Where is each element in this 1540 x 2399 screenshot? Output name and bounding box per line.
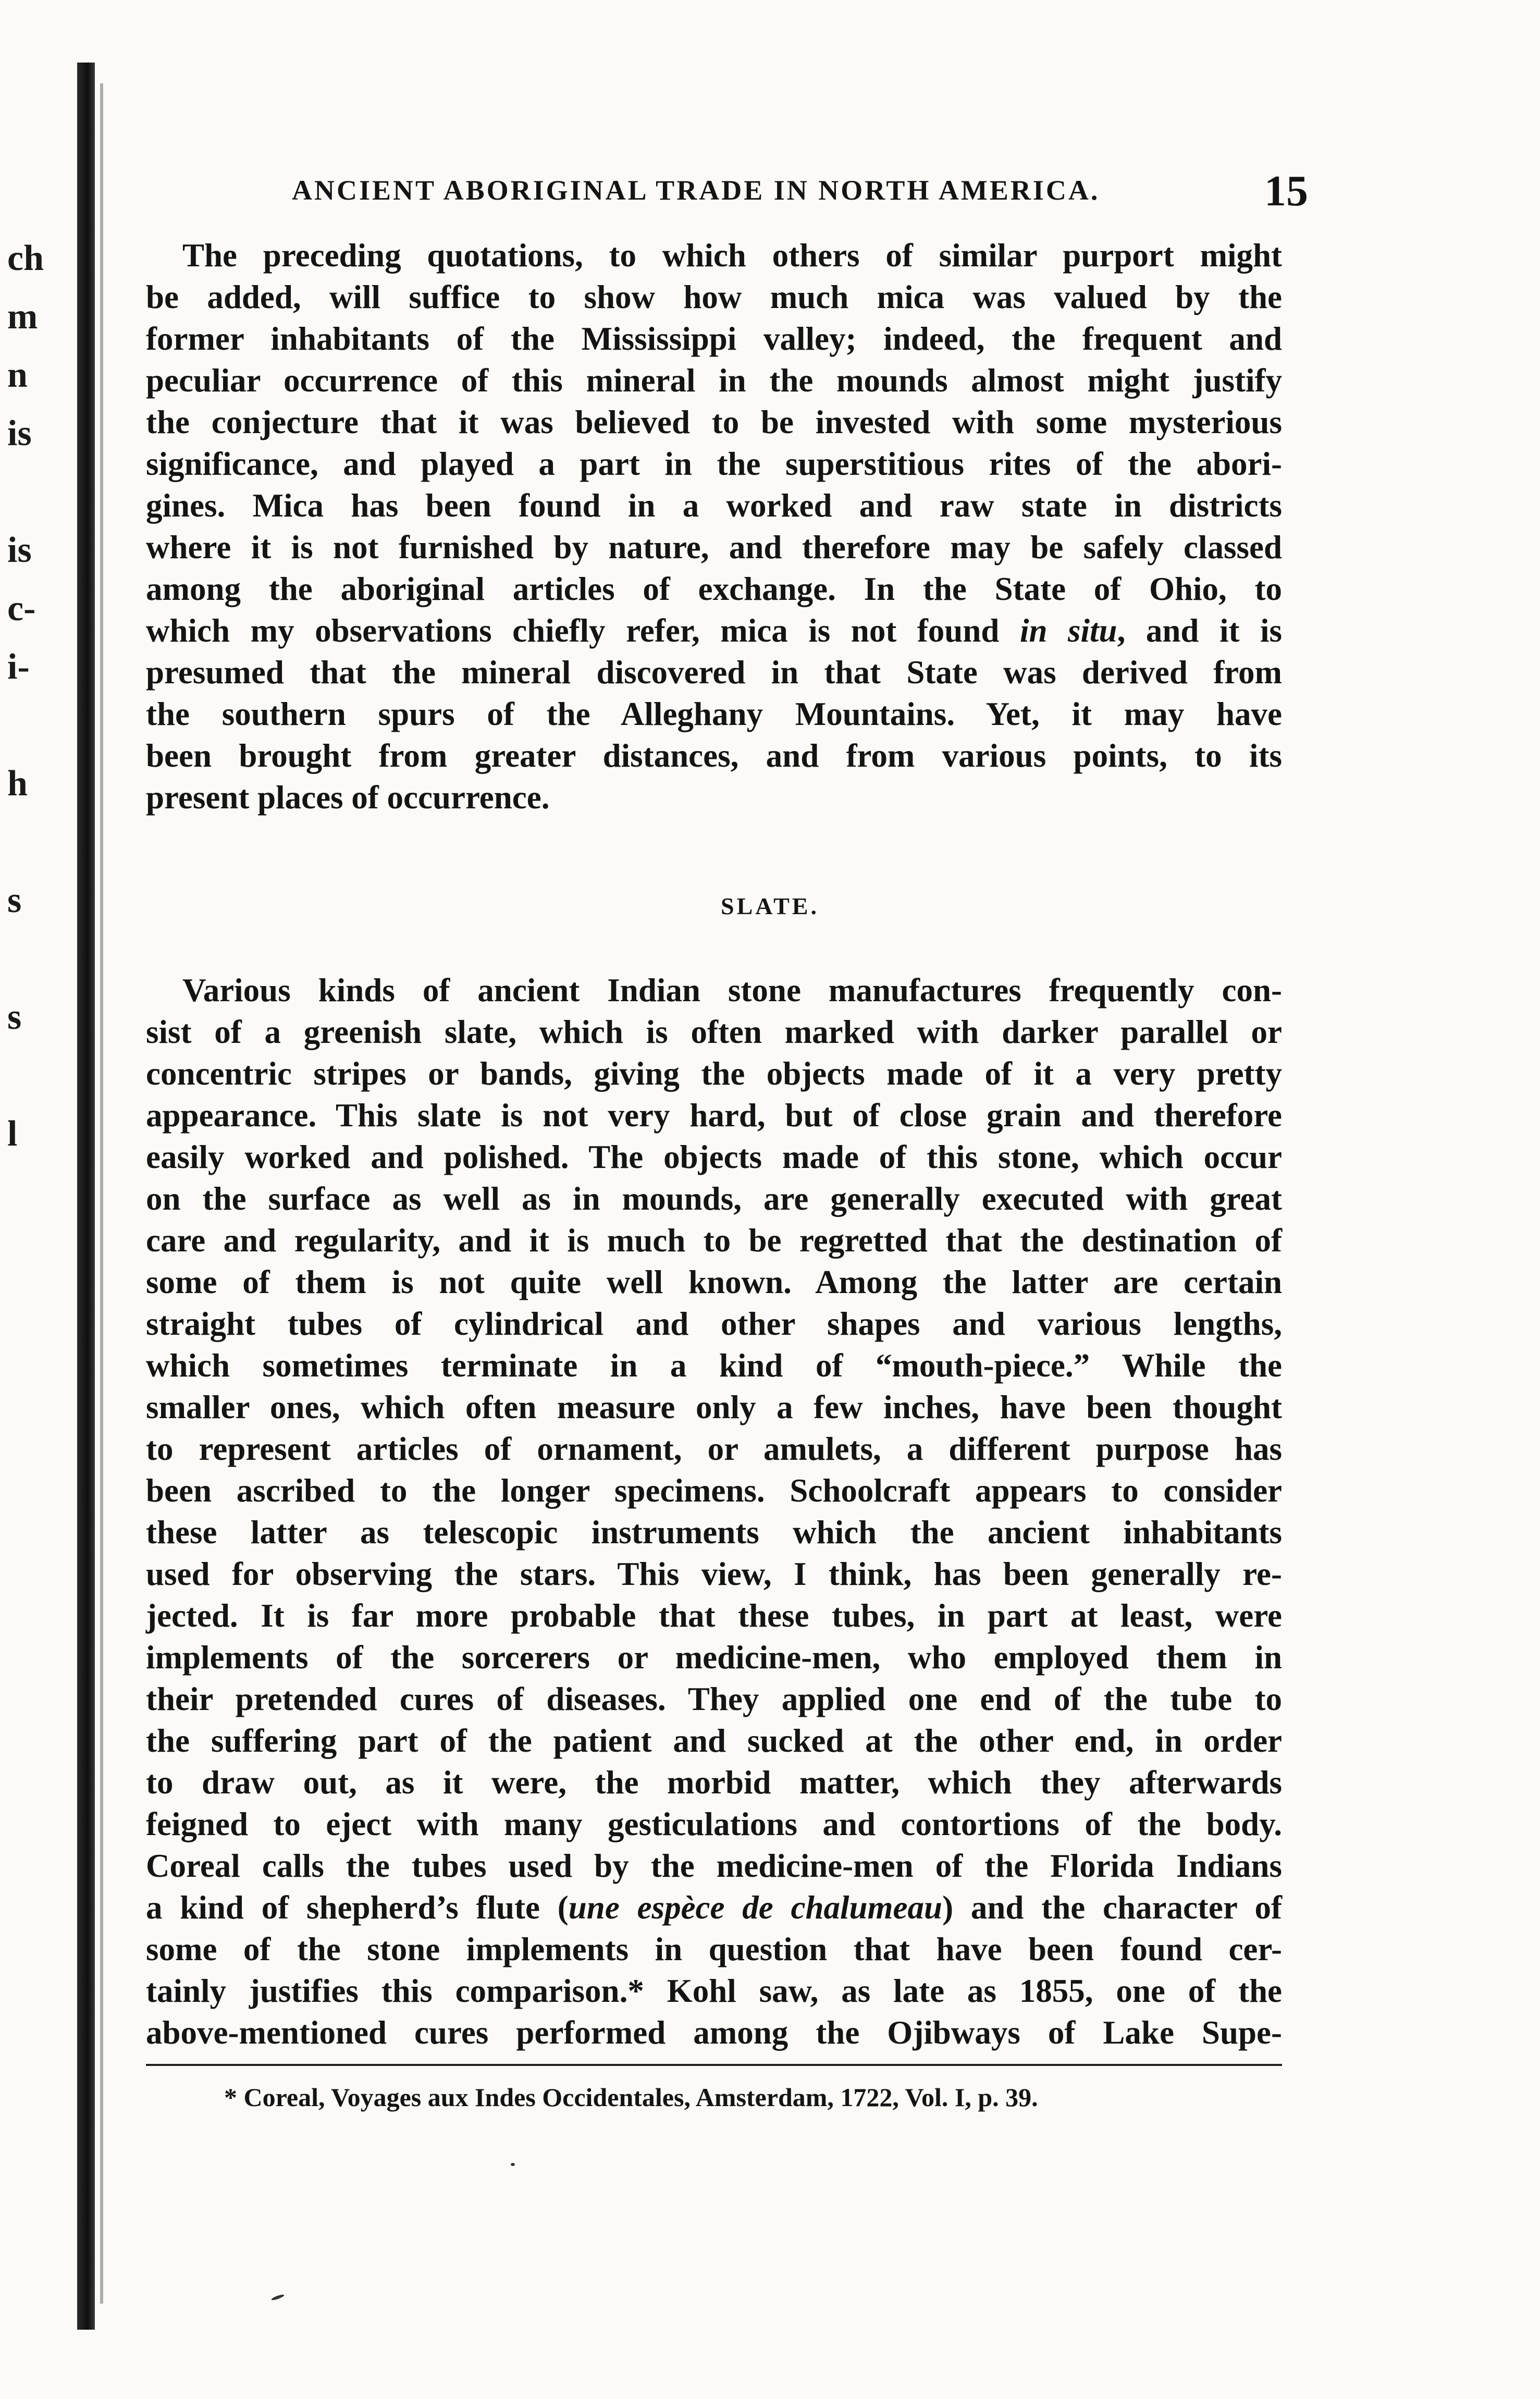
facing-page-text: ch [7,238,44,278]
text-line: the conjecture that it was believed to be invested with some mysterious [146,404,1282,440]
footnote: * Coreal, Voyages aux Indes Occidentales, Amsterdam, 1722, Vol. I, p. 39. [224,2083,1038,2112]
text-line: their pretended cures of diseases. They applied one end of the tube to [146,1681,1282,1717]
text-line: some of the stone implements in question that have been found cer- [146,1931,1282,1967]
scan-speck [511,2163,515,2166]
facing-page-text: n [7,355,28,395]
facing-page-text: m [7,297,38,337]
text-line: concentric stripes or bands, giving the objects made of it a very pretty [146,1055,1282,1092]
italic-phrase: une espèce de chalumeau [568,1889,943,1926]
text-run: ) and the character of [942,1889,1282,1926]
text-line: where it is not furnished by nature, and therefore may be safely classed [146,529,1282,565]
text-line: easily worked and polished. The objects made of this stone, which occur [146,1139,1282,1175]
text-line: which sometimes terminate in a kind of “mouth-piece.” While the [146,1347,1282,1384]
text-line: feigned to eject with many gesticulations and contortions of the body. [146,1806,1282,1842]
text-line: above-mentioned cures performed among the Ojibways of Lake Supe- [146,2014,1282,2051]
text-line: some of them is not quite well known. Among the latter are certain [146,1264,1282,1300]
facing-page-fragment [7,229,70,1163]
text-line: to draw out, as it were, the morbid matter, which they afterwards [146,1764,1282,1801]
text-line: been brought from greater distances, and from various points, to its [146,737,1282,774]
text-run: which my observations chiefly refer, mica is not found [146,612,1020,649]
text-line: the suffering part of the patient and sucked at the other end, in order [146,1723,1282,1759]
text-run: a kind of shepherd’s flute ( [146,1889,569,1926]
text-line: sist of a greenish slate, which is often marked with darker parallel or [146,1014,1282,1050]
facing-page-text [7,463,70,521]
facing-page-text: is [7,413,32,453]
text-line: be added, will suffice to show how much mica was valued by the [146,279,1282,315]
text-line: smaller ones, which often measure only a few inches, have been thought [146,1389,1282,1425]
facing-page-text [7,696,70,755]
text-line: peculiar occurrence of this mineral in the mounds almost might justify [146,362,1282,399]
text-line: the southern spurs of the Alleghany Mountains. Yet, it may have [146,696,1282,732]
facing-page-text: s [7,880,22,920]
facing-page-text: c- [7,588,36,629]
running-head [292,166,1308,213]
facing-page-text: s [7,997,22,1037]
text-line: straight tubes of cylindrical and other shapes and various lengths, [146,1306,1282,1342]
running-title: ANCIENT ABORIGINAL TRADE IN NORTH AMERICA. [292,175,1100,206]
text-line: these latter as telescopic instruments which the ancient inhabitants [146,1514,1282,1551]
text-run: , and it is [1117,612,1282,649]
text-line: on the surface as well as in mounds, are generally executed with great [146,1180,1282,1217]
text-line: Various kinds of ancient Indian stone manufactures frequently con- [182,972,1282,1008]
facing-page-text [7,813,70,871]
text-line: to represent articles of ornament, or amulets, a different purpose has [146,1431,1282,1467]
text-line: appearance. This slate is not very hard, but of close grain and therefore [146,1097,1282,1134]
binding-edge-shadow [77,63,95,2330]
text-line: significance, and played a part in the superstitious rites of the abori- [146,446,1282,482]
scan-speck [271,2294,285,2302]
binding-edge-line [100,83,103,2304]
italic-phrase: in situ [1019,612,1117,649]
facing-page-text [7,930,70,988]
text-line-mixed [146,1887,1282,1928]
text-line: used for observing the stars. This view, I think, has been generally re- [146,1556,1282,1592]
text-line-mixed [146,610,1282,651]
facing-page-text: l [7,1114,18,1154]
facing-page-text: h [7,764,28,804]
section-heading: SLATE. [721,893,819,919]
text-line: Coreal calls the tubes used by the medicine-men of the Florida Indians [146,1848,1282,1884]
text-line: gines. Mica has been found in a worked and raw state in districts [146,487,1282,524]
text-line: care and regularity, and it is much to be regretted that the destination of [146,1222,1282,1259]
text-line: implements of the sorcerers or medicine-men, who employed them in [146,1639,1282,1676]
facing-page-text [7,1047,70,1105]
paragraph-slate [146,969,1282,2053]
facing-page-text: i- [7,647,30,687]
text-line: tainly justifies this comparison.* Kohl saw, as late as 1855, one of the [146,1973,1282,2009]
footnote-rule [146,2064,1282,2066]
text-line: jected. It is far more probable that these tubes, in part at least, were [146,1597,1282,1634]
page-number: 15 [1264,167,1308,215]
text-line: presumed that the mineral discovered in that State was derived from [146,654,1282,691]
paragraph-mica [146,235,1282,818]
text-line: former inhabitants of the Mississippi valley; indeed, the frequent and [146,321,1282,357]
text-line: present places of occurrence. [146,779,550,816]
facing-page-text: is [7,530,32,570]
text-line: been ascribed to the longer specimens. Schoolcraft appears to consider [146,1472,1282,1509]
text-line: The preceding quotations, to which others of similar purport might [182,237,1282,274]
text-line: among the aboriginal articles of exchange. In the State of Ohio, to [146,571,1282,607]
